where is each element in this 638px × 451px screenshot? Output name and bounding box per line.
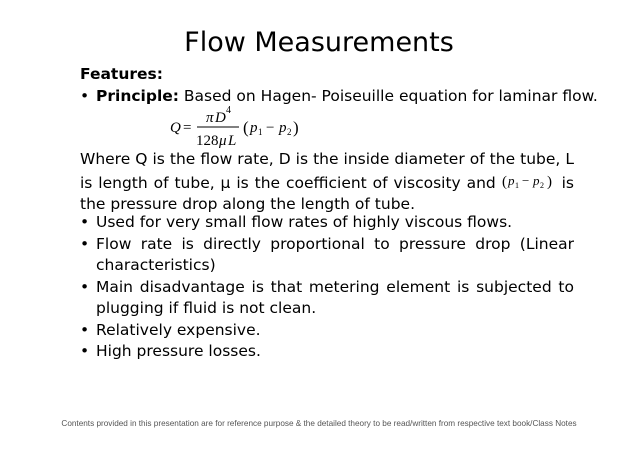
description-paragraph (80, 149, 574, 216)
bullet-dot: • (80, 342, 90, 360)
eq-p2: p (279, 120, 287, 136)
list-item (80, 212, 574, 234)
pd-sub1: 1 (514, 180, 519, 190)
pd-lparen: ( (501, 173, 507, 190)
description-before: Where Q is the flow rate, D is the inside diameter of the tube, L is length of tube, μ is the coefficient of viscosity and (80, 150, 574, 192)
pd-rparen: ) (546, 173, 552, 190)
eq-exponent: 4 (226, 105, 231, 116)
pressure-difference-symbol (502, 171, 556, 191)
features-heading: Features: (80, 65, 163, 83)
eq-diameter: D (215, 110, 226, 126)
eq-lparen: ( (243, 118, 249, 137)
bullet-dot: • (80, 87, 90, 105)
list-item-text: Relatively expensive. (96, 320, 261, 339)
list-item (80, 277, 574, 320)
eq-rparen: ) (293, 118, 299, 137)
pd-p1: p (507, 172, 515, 188)
eq-minus: − (266, 120, 275, 136)
eq-q: Q (170, 120, 181, 136)
eq-length: L (228, 133, 237, 149)
list-item-text: Main disadvantage is that metering element is subjected to plugging if fluid is not clean. (96, 277, 574, 317)
eq-sub1: 1 (258, 127, 263, 137)
bullet-dot: • (80, 234, 90, 253)
eq-sub2: 2 (287, 127, 292, 137)
bullet-dot: • (80, 213, 90, 231)
principle-label: Principle: (96, 87, 179, 105)
slide-title: Flow Measurements (184, 27, 454, 58)
eq-mu: μ (219, 133, 227, 149)
eq-p1: p (250, 120, 258, 136)
description-after: is the pressure drop along the length of tube. (80, 173, 575, 213)
footer-disclaimer: Contents provided in this presentation are for reference purpose & the detailed theory to be read/written from respective text book/Class Notes (61, 419, 577, 428)
pd-sub2: 2 (539, 180, 544, 190)
bullet-dot: • (80, 277, 90, 296)
list-item (80, 341, 574, 363)
hagen-poiseuille-equation (168, 102, 308, 152)
eq-128: 128 (196, 133, 219, 149)
list-item (80, 320, 574, 342)
bullet-dot: • (80, 320, 90, 339)
features-list (80, 212, 574, 363)
list-item (80, 234, 574, 277)
pd-minus: − (521, 172, 530, 188)
eq-pi: π (206, 110, 214, 126)
principle-text: Based on Hagen- Poiseuille equation for laminar flow. (183, 87, 598, 105)
list-item-text: Used for very small flow rates of highly viscous flows. (96, 213, 513, 231)
eq-equals: = (183, 120, 192, 136)
list-item-text: High pressure losses. (96, 342, 261, 360)
list-item-text: Flow rate is directly proportional to pressure drop (Linear characteristics) (96, 234, 574, 274)
pd-p2: p (532, 172, 540, 188)
